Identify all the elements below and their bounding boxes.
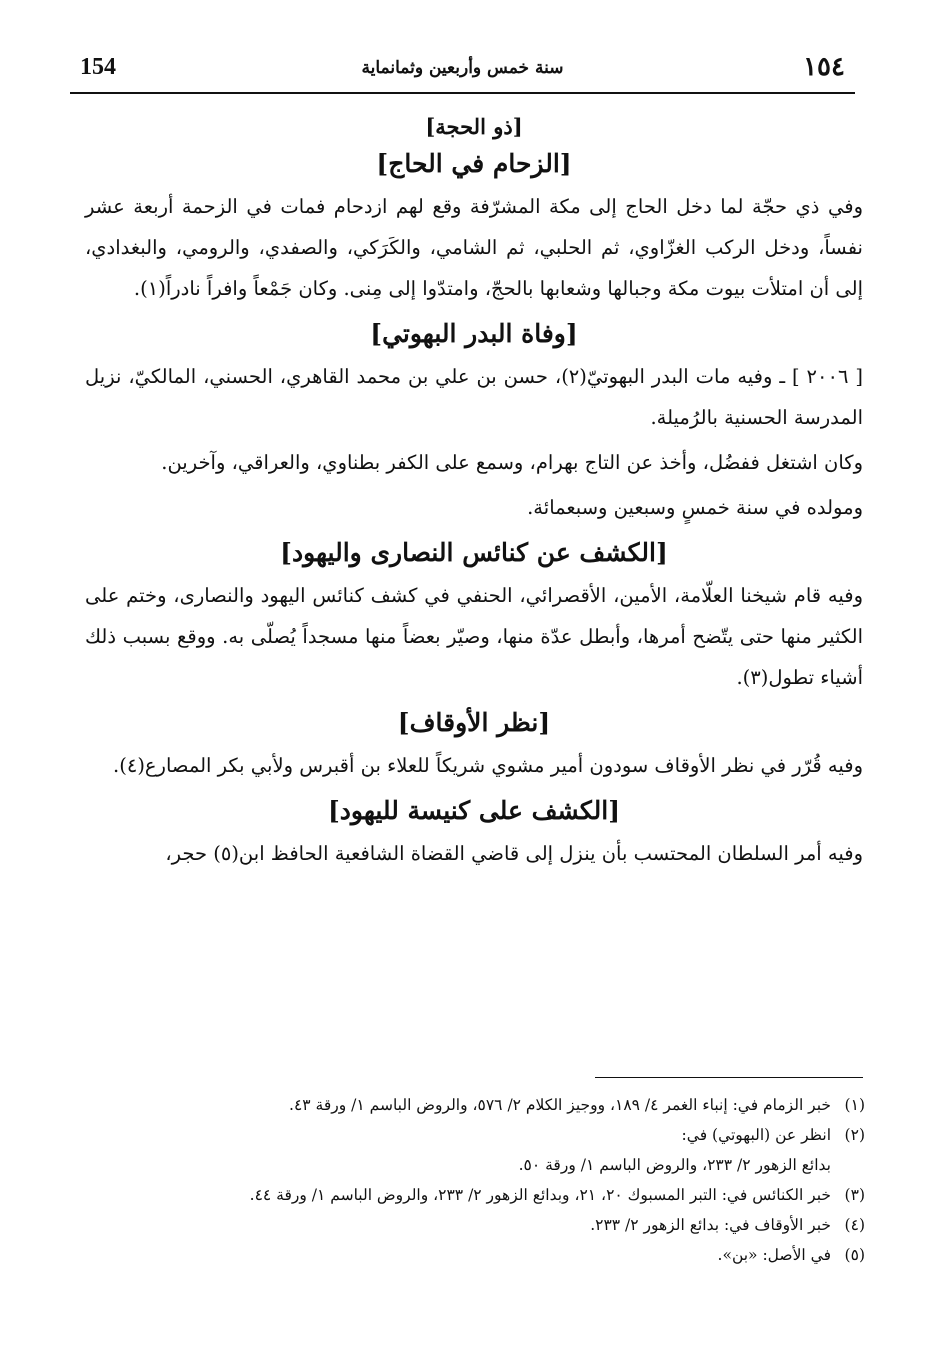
footnote (95, 1180, 865, 1210)
section-heading: [الكشف على كنيسة لليهود] (327, 796, 621, 825)
footnotes (95, 1090, 865, 1270)
paragraph: وفيه قُرّر في نظر الأوقاف سودون أمير مشوي شريكاً للعلاء بن أقبرس ولأبي بكر المصارع(٤). (113, 754, 863, 777)
footnote-number: (٤) (844, 1216, 865, 1234)
footnote-text: خبر الزمام في: إنباء الغمر ٤/ ١٨٩، ووجيز الكلام ٢/ ٥٧٦، والروض الباسم ١/ ورقة ٤٣. (289, 1096, 831, 1114)
section-endowments-supervision (85, 708, 863, 786)
footnote (95, 1090, 865, 1120)
paragraph: وفيه قام شيخنا العلّامة، الأمين، الأقصرائي، الحنفي في كشف كنائس اليهود والنصارى، وختم على الكثير منها حتى يتّضح أمرها، وأبطل عدّة منها، وصيّر بعضاً منها مسجداً يُصلّى به. ووقع بسبب ذلك أشياء تطول(٣). (85, 584, 863, 689)
paragraph: ومولده في سنة خمسٍ وسبعين وسبعمائة. (527, 496, 863, 519)
running-title: سنة خمس وأربعين وثمانماية (361, 58, 564, 78)
footnote-rule (595, 1077, 863, 1078)
main-text (85, 110, 863, 878)
footnote-text: انظر عن (البهوتي) في: (681, 1126, 831, 1144)
month-heading: [ذو الحجة] (425, 114, 523, 139)
paragraph: وكان اشتغل ففضُل، وأخذ عن التاج بهرام، وسمع على الكفر بطناوي، والعراقي، وآخرين. (161, 451, 863, 474)
section-crowding-pilgrims (85, 149, 863, 309)
section-churches-inspection (85, 538, 863, 698)
footnote-continuation: بدائع الزهور ٢/ ٢٣٣، والروض الباسم ١/ ورقة ٥٠. (518, 1156, 831, 1174)
footnote-number: (٢) (844, 1126, 865, 1144)
footnote (95, 1210, 865, 1240)
header-rule (70, 92, 855, 94)
section-synagogue-inspection (85, 796, 863, 874)
footnote (95, 1240, 865, 1270)
paragraph: [ ٢٠٠٦ ] ـ وفيه مات البدر البهوتيّ(٢)، حسن بن علي بن محمد القاهري، الحسني، المالكيّ، نزيل المدرسة الحسنية بالرُميلة. (85, 365, 863, 429)
section-heading: [وفاة البدر البهوتي] (370, 319, 578, 348)
footnote-text: في الأصل: «بن». (717, 1246, 831, 1264)
section-heading: [نظر الأوقاف] (397, 708, 551, 737)
section-death-badr-buhuti (85, 319, 863, 528)
footnote-number: (٥) (844, 1246, 865, 1264)
section-heading: [الكشف عن كنائس النصارى واليهود] (280, 538, 668, 567)
footnote-number: (١) (844, 1096, 865, 1114)
section-heading: [الزحام في الحاج] (376, 149, 572, 178)
footnote-text: خبر الأوقاف في: بدائع الزهور ٢/ ٢٣٣. (590, 1216, 831, 1234)
paragraph: وفي ذي حجّة لما دخل الحاج إلى مكة المشرّفة وقع لهم ازدحام فمات في الزحمة أربعة عشر نفساً، ودخل الركب الغزّاوي، ثم الحلبي، ثم الشامي، والكَرَكي، والصفدي، والرومي، والبغدادي، إلى أن امتلأت بيوت مكة وجبالها وشعابها بالحجّ، وامتدّوا إلى مِنى. وكان جَمْعاً وافراً نادراً(١). (85, 195, 863, 300)
page-header (70, 50, 855, 94)
footnote-text: خبر الكنائس في: التبر المسبوك ٢٠، ٢١، وبدائع الزهور ٢/ ٢٣٣، والروض الباسم ١/ ورقة ٤٤. (249, 1186, 831, 1204)
footnote (95, 1120, 865, 1150)
footnote-number: (٣) (844, 1186, 865, 1204)
paragraph: وفيه أمر السلطان المحتسب بأن ينزل إلى قاضي القضاة الشافعية الحافظ ابن(٥) حجر، (165, 842, 863, 865)
page-number-latin: 154 (80, 54, 116, 80)
page-number-arabic: ١٥٤ (803, 52, 845, 82)
